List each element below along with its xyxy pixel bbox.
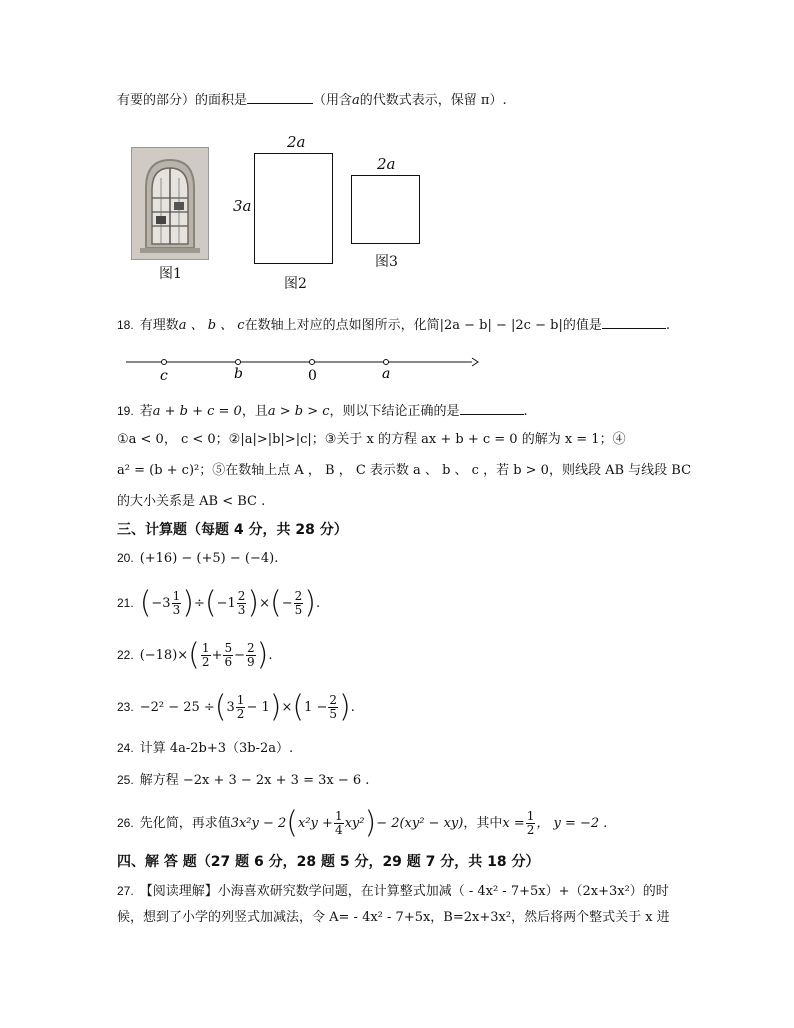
number-line bbox=[120, 350, 480, 384]
label-b: b bbox=[234, 366, 243, 382]
q17-tail-line: 有要的部分）的面积是 （用含a的代数式表示，保留 π）. bbox=[117, 93, 507, 108]
label-0: 0 bbox=[308, 368, 317, 384]
q19-line2: ①a < 0， c < 0；②|a|>|b|>|c|；③关于 x 的方程 ax + b + c = 0 的解为 x = 1；④ bbox=[117, 432, 626, 447]
q18-line: 18. 有理数a 、 b 、 c在数轴上对应的点如图所示，化简|2a − b| − |2c − b|的值是 . bbox=[117, 318, 670, 333]
q26-line: 26. 先化简，再求值3x²y − 2(x²y + $\frac{1}{4}$ xy²)− 2(xy² − xy)，其中x = $\frac{1}{2}$ ， y = −2 . bbox=[117, 805, 608, 841]
figure2-width-label: 2a bbox=[287, 133, 306, 151]
figure1-caption: 图1 bbox=[159, 266, 182, 282]
section4-heading: 四、解 答 题（27 题 6 分，28 题 5 分，29 题 7 分，共 18 分） bbox=[117, 854, 540, 870]
q25-line: 25. 解方程 −2x + 3 − 2x + 3 = 3x − 6 . bbox=[117, 773, 370, 788]
label-a: a bbox=[382, 366, 391, 382]
q18-answer-blank[interactable] bbox=[602, 316, 666, 329]
point-a bbox=[384, 360, 389, 365]
figure2-caption: 图2 bbox=[284, 276, 307, 292]
window-image bbox=[132, 148, 208, 259]
point-zero bbox=[310, 360, 315, 365]
q19-answer-blank[interactable] bbox=[460, 402, 524, 415]
q27-line2: 候，想到了小学的列竖式加减法，令 A= - 4x² - 7+5x，B=2x+3x²，然后将两个整式关于 x 进 bbox=[117, 910, 670, 925]
q17-answer-blank[interactable] bbox=[247, 91, 313, 104]
q17-text: 有要的部分）的面积是 bbox=[117, 93, 248, 108]
q23-line: 23. −2² − 25 ÷(3 $\frac{1}{2}$ − 1)×(1 − $\frac{2}{5}$ ). bbox=[117, 689, 355, 725]
point-c bbox=[162, 360, 167, 365]
figure3-caption: 图3 bbox=[375, 254, 398, 270]
q21-line: 21. (−3 $\frac{1}{3}$ )÷(−1 $\frac{2}{3}$ )×(− $\frac{2}{5}$ ). bbox=[117, 585, 321, 621]
q22-line: 22. (−18)×( $\frac{1}{2}$ + $\frac{5}{6}$ − $\frac{2}{9}$ ). bbox=[117, 637, 273, 673]
q19-line3: a² = (b + c)²；⑤在数轴上点 A ， B ， C 表示数 a 、 b 、 c ，若 b > 0，则线段 AB 与线段 BC bbox=[117, 463, 692, 478]
point-b bbox=[236, 360, 241, 365]
label-c: c bbox=[160, 368, 168, 384]
figure3-square bbox=[351, 175, 420, 244]
q19-line1: 19. 若a + b + c = 0，且a > b > c，则以下结论正确的是 . bbox=[117, 404, 528, 419]
q20-line: 20. (+16) − (+5) − (−4). bbox=[117, 551, 279, 566]
q24-line: 24. 计算 4a-2b+3（3b-2a）. bbox=[117, 741, 294, 756]
figure2-rectangle bbox=[254, 153, 333, 264]
figure1-photo bbox=[131, 147, 209, 260]
figure2-height-label: 3a bbox=[233, 197, 252, 215]
figure3-width-label: 2a bbox=[377, 155, 396, 173]
q27-line1: 27. 【阅读理解】小海喜欢研究数学问题，在计算整式加减（ - 4x² - 7+5x）+（2x+3x²）的时 bbox=[117, 884, 669, 899]
section3-heading: 三、计算题（每题 4 分，共 28 分） bbox=[117, 522, 348, 538]
q19-line4: 的大小关系是 AB < BC . bbox=[117, 494, 266, 509]
